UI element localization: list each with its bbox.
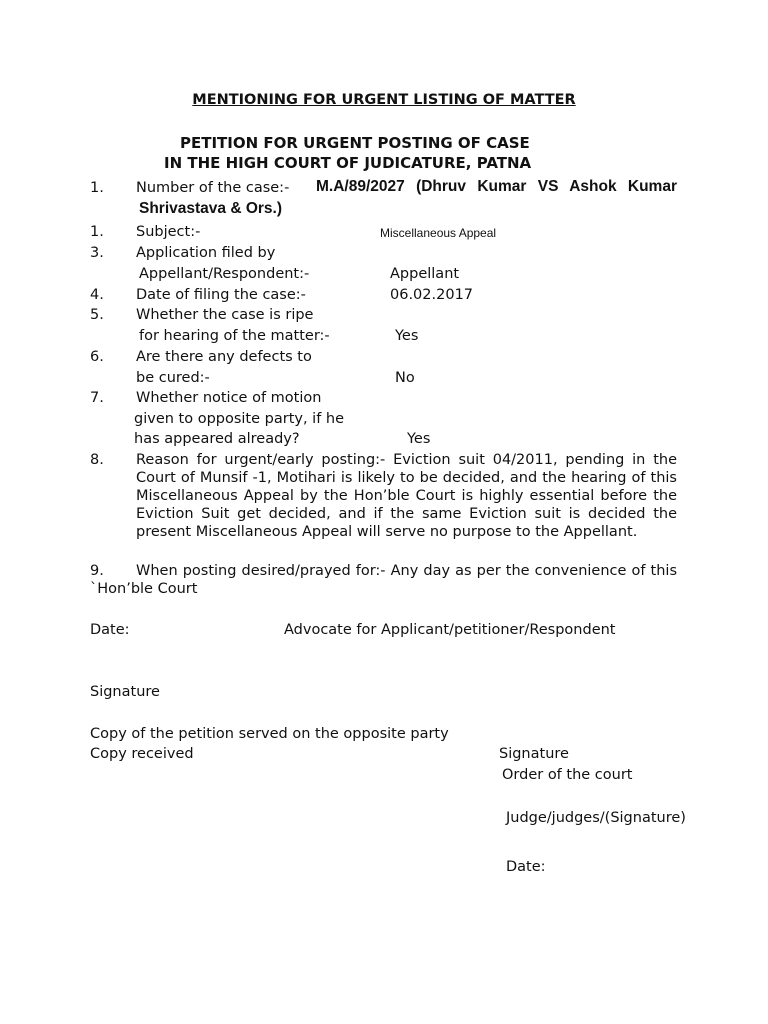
item-num: 7. xyxy=(90,390,104,406)
petition-title: PETITION FOR URGENT POSTING OF CASE xyxy=(180,134,530,152)
item-num: 8. xyxy=(90,452,104,468)
notice-label: Whether notice of motion xyxy=(136,390,322,406)
date-label: Date: xyxy=(90,622,130,638)
item-num: 4. xyxy=(90,287,104,303)
notice-label-2: given to opposite party, if he xyxy=(134,411,345,427)
ripe-value: Yes xyxy=(395,328,419,344)
order-of-court-label: Order of the court xyxy=(502,767,633,783)
posting-paragraph xyxy=(90,562,677,598)
item-num: 1. xyxy=(90,180,104,196)
filed-by-label-2: Appellant/Respondent:- xyxy=(139,266,310,282)
case-number-value: M.A/89/2027 (Dhruv Kumar VS Ashok Kumar xyxy=(316,178,677,195)
advocate-label: Advocate for Applicant/petitioner/Respondent xyxy=(284,622,616,638)
signature-right-label: Signature xyxy=(499,746,569,762)
filed-by-label: Application filed by xyxy=(136,245,276,261)
signature-label: Signature xyxy=(90,684,160,700)
copy-received-label: Copy received xyxy=(90,746,194,762)
item-num: 6. xyxy=(90,349,104,365)
copy-served-label: Copy of the petition served on the opposite party xyxy=(90,726,449,742)
judge-signature-label: Judge/judges/(Signature) xyxy=(506,810,686,826)
filed-by-value: Appellant xyxy=(390,266,460,282)
posting-text: When posting desired/prayed for:- Any day as per the convenience of this `Hon’ble Court xyxy=(90,563,677,597)
notice-label-3: has appeared already? xyxy=(134,431,300,447)
case-label: Number of the case:- xyxy=(136,180,290,196)
subject-label: Subject:- xyxy=(136,224,201,240)
ripe-label: Whether the case is ripe xyxy=(136,307,314,323)
date-filing-value: 06.02.2017 xyxy=(390,287,474,303)
defects-label-2: be cured:- xyxy=(136,370,210,386)
item-num: 9. xyxy=(90,563,104,579)
date-right-label: Date: xyxy=(506,859,546,875)
item-num: 5. xyxy=(90,307,104,323)
heading: MENTIONING FOR URGENT LISTING OF MATTER xyxy=(192,92,576,108)
notice-value: Yes xyxy=(407,431,431,447)
item-num: 1. xyxy=(90,224,104,240)
date-filing-label: Date of filing the case:- xyxy=(136,287,306,303)
court-name: IN THE HIGH COURT OF JUDICATURE, PATNA xyxy=(164,154,532,172)
defects-label: Are there any defects to xyxy=(136,349,312,365)
reason-paragraph: Reason for urgent/early posting:- Eviction suit 04/2011, pending in the Court of Munsif -1, Motihari is likely to be decided, and the hearing of this Miscellaneous Appeal by the Hon’ble Court is highly essential before the Eviction Suit get decided, and if the same Eviction suit is decided the present Miscellaneous Appeal will serve no purpose to the Appellant. xyxy=(136,452,677,540)
subject-value: Miscellaneous Appeal xyxy=(380,226,497,240)
ripe-label-2: for hearing of the matter:- xyxy=(139,328,330,344)
case-parties-value: Shrivastava & Ors.) xyxy=(139,200,283,217)
defects-value: No xyxy=(395,370,415,386)
item-num: 3. xyxy=(90,245,104,261)
